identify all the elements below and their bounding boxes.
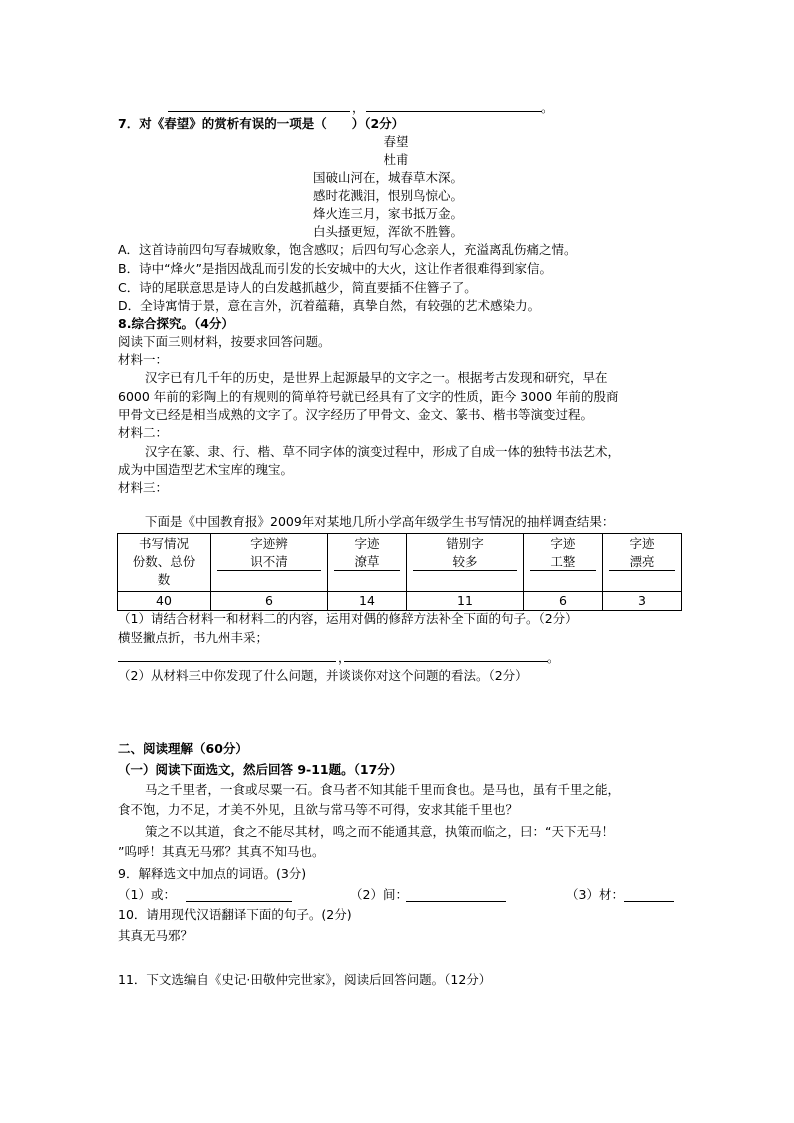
material-1-line-3: 甲骨文已经是相当成熟的文字了。汉字经历了甲骨文、金文、篆书、楷书等演变过程。 — [118, 407, 594, 422]
survey-table — [117, 533, 682, 611]
passage-line-1: 马之千里者，一食或尽粟一石。食马者不知其能千里而食也。是马也，虽有千里之能， — [145, 782, 621, 797]
value-illegible: 6 — [211, 592, 328, 611]
header-total-line-2: 份数、总份 — [132, 554, 196, 569]
material-2-label: 材料二： — [118, 425, 169, 440]
value-scribbled: 14 — [327, 592, 406, 611]
survey-header-row — [118, 534, 682, 592]
material-3-label: 材料三： — [118, 480, 169, 495]
q9-blank-2[interactable] — [406, 901, 506, 902]
header-underline — [609, 570, 675, 571]
header-underline — [413, 570, 517, 571]
header-typos-line-2: 较多 — [452, 554, 478, 569]
material-1-line-2: 6000 年前的彩陶上的有规则的简单符号就已经具有了文字的性质，距今 3000 年前的殷商 — [118, 389, 619, 404]
q9-blank-1[interactable] — [186, 901, 292, 902]
material-2-line-1: 汉字在篆、隶、行、楷、草不同字体的演变过程中，形成了自成一体的独特书法艺术， — [145, 444, 621, 459]
q8-sub1: （1）请结合材料一和材料二的内容，运用对偶的修辞方法补全下面的句子。（2分） — [118, 611, 578, 626]
q9-stem: 9．解释选文中加点的词语。(3分) — [118, 866, 307, 881]
q8-answer-blank-2[interactable] — [344, 661, 548, 662]
q8-sub1-line: 横竖撇点折，书九州丰采； — [118, 630, 269, 645]
q7-option-c: C．诗的尾联意思是诗人的白发越抓越少，简直要插不住簪子了。 — [118, 280, 477, 295]
header-scribbled-line-2: 潦草 — [354, 554, 380, 569]
q7-stem: 7．对《春望》的赏析有误的一项是（ ）（2分） — [118, 116, 405, 131]
poem-line-4: 白头搔更短，浑欲不胜簪。 — [313, 224, 464, 239]
q9-blank-3[interactable] — [624, 901, 674, 902]
answer-blank-1[interactable] — [168, 111, 350, 112]
header-typos-line-1: 错别字 — [446, 536, 484, 551]
poem-author: 杜甫 — [383, 152, 409, 167]
header-illegible-line-1: 字迹辨 — [250, 536, 288, 551]
period: 。 — [547, 650, 560, 665]
passage-line-3: 策之不以其道，食之不能尽其材，鸣之而不能通其意，执策而临之，曰：“天下无马！ — [145, 824, 614, 839]
poem-line-2: 感时花溅泪，恨别鸟惊心。 — [313, 188, 464, 203]
value-beautiful: 3 — [602, 592, 681, 611]
material-1-label: 材料一： — [118, 352, 169, 367]
header-cell-typos — [406, 534, 523, 592]
passage-line-2: 食不饱，力不足，才美不外见，且欲与常马等不可得，安求其能千里也？ — [118, 802, 519, 817]
section-2-part-1: （一）阅读下面选文，然后回答 9-11题。（17分） — [118, 762, 403, 777]
header-scribbled-line-1: 字迹 — [354, 536, 380, 551]
value-neat: 6 — [523, 592, 602, 611]
q9-item-2: （2）间： — [350, 887, 408, 902]
header-cell-scribbled — [327, 534, 406, 592]
q8-answer-blank-1[interactable] — [118, 661, 336, 662]
header-cell-illegible — [211, 534, 328, 592]
q7-option-b: B．诗中“烽火”是指因战乱而引发的长安城中的大火，这让作者很难得到家信。 — [118, 261, 553, 276]
q7-option-a: A．这首诗前四句写春城败象，饱含感叹；后四句写心念亲人，充溢离乱伤痛之情。 — [118, 242, 577, 257]
survey-value-row — [118, 592, 682, 611]
value-total: 40 — [118, 592, 211, 611]
header-beautiful-line-2: 漂亮 — [629, 554, 655, 569]
material-1-line-1: 汉字已有几千年的历史，是世界上起源最早的文字之一。根据考古发现和研究，早在 — [145, 370, 608, 385]
poem-line-1: 国破山河在，城春草木深。 — [313, 170, 464, 185]
passage-line-4: ”呜呼！其真无马邪？其真不知马也。 — [118, 844, 325, 859]
header-beautiful-line-1: 字迹 — [629, 536, 655, 551]
q10-sentence: 其真无马邪？ — [118, 928, 194, 943]
header-underline — [217, 570, 321, 571]
total-underline — [123, 591, 203, 592]
q7-option-d: D．全诗寓情于景，意在言外，沉着蕴藉，真挚自然，有较强的艺术感染力。 — [118, 298, 541, 313]
q9-item-3: （3）材： — [566, 887, 624, 902]
header-cell-neat — [523, 534, 602, 592]
header-total-line-1: 书写情况 — [138, 536, 189, 551]
header-total-line-3: 数 — [157, 572, 171, 587]
header-cell-beautiful — [602, 534, 681, 592]
period: 。 — [541, 100, 554, 115]
section-2-heading: 二、阅读理解（60分） — [118, 741, 248, 756]
poem-line-3: 烽火连三月，家书抵万金。 — [313, 206, 464, 221]
header-neat-line-1: 字迹 — [550, 536, 576, 551]
q9-item-1: （1）或： — [118, 887, 176, 902]
header-cell-total — [118, 534, 211, 592]
q8-intro: 阅读下面三则材料，按要求回答问题。 — [118, 334, 331, 349]
answer-blank-2[interactable] — [366, 111, 542, 112]
q10-stem: 10．请用现代汉语翻译下面的句子。(2分) — [118, 907, 352, 922]
q8-stem: 8.综合探究。（4分） — [118, 316, 234, 331]
q11-stem: 11．下文选编自《史记·田敬仲完世家》，阅读后回答问题。（12分） — [118, 972, 492, 987]
value-typos: 11 — [406, 592, 523, 611]
header-underline — [530, 570, 596, 571]
header-illegible-line-2: 识不清 — [250, 554, 288, 569]
material-2-line-2: 成为中国造型艺术宝库的瑰宝。 — [118, 462, 294, 477]
header-underline — [334, 570, 400, 571]
q8-sub2: （2）从材料三中你发现了什么问题，并谈谈你对这个问题的看法。（2分） — [118, 668, 528, 683]
poem-title: 春望 — [383, 134, 409, 149]
header-neat-line-2: 工整 — [550, 554, 576, 569]
comma: ， — [352, 100, 365, 115]
material-3-text: 下面是《中国教育报》2009年对某地几所小学高年级学生书写情况的抽样调查结果： — [145, 514, 615, 529]
comma: ， — [338, 650, 351, 665]
